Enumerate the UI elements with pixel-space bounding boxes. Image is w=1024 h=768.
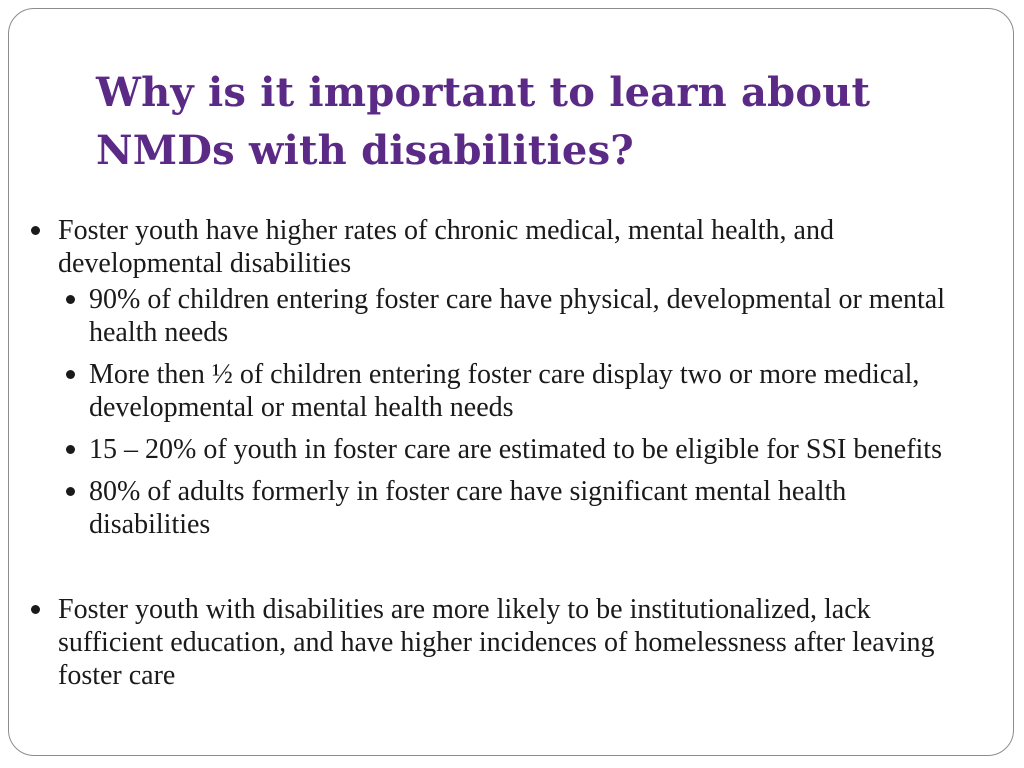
bullet-dot-icon	[66, 370, 75, 379]
sub-bullet-text: 80% of adults formerly in foster care have significant mental health disabilities	[89, 476, 847, 540]
sub-bullet-text: More then ½ of children entering foster care display two or more medical, developmental or mental health needs	[89, 359, 920, 423]
sub-bullet-text: 15 – 20% of youth in foster care are estimated to be eligible for SSI benefits	[89, 434, 942, 465]
slide-title: Why is it important to learn about NMDs with disabilities?	[96, 69, 871, 174]
sub-bullet-text: 90% of children entering foster care have physical, developmental or mental health needs	[89, 284, 945, 348]
bullet-dot-icon	[66, 445, 75, 454]
bullet-dot-icon	[66, 295, 75, 304]
bullet-text: Foster youth have higher rates of chronic medical, mental health, and developmental disabilities	[58, 215, 834, 279]
bullet-dot-icon	[66, 487, 75, 496]
bullet-text: Foster youth with disabilities are more likely to be institutionalized, lack sufficient education, and have higher incidences of homelessness after leaving foster care	[58, 594, 935, 691]
sub-bullet-item	[0, 433, 949, 466]
bullet-dot-icon	[31, 605, 40, 614]
bullet-item	[0, 214, 958, 280]
sub-bullet-item	[0, 358, 949, 424]
bullet-list	[0, 214, 1024, 692]
bullet-item	[0, 593, 958, 692]
sub-bullet-item	[0, 283, 949, 349]
sub-bullet-item	[0, 475, 949, 541]
bullet-dot-icon	[31, 226, 40, 235]
